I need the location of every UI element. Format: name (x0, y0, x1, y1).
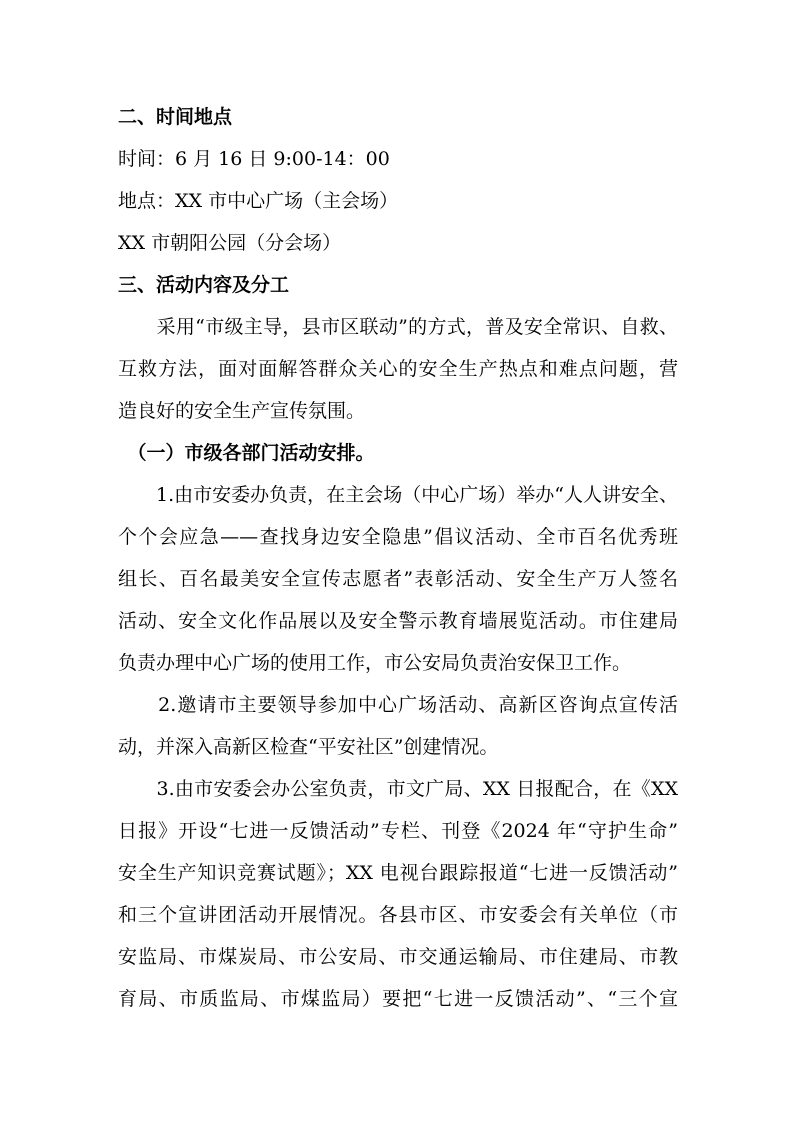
item1-line: 组长、百名最美安全宣传志愿者”表彰活动、安全生产万人签名 (118, 568, 678, 590)
heading-activities: 三、活动内容及分工 (118, 274, 290, 296)
item1-line: 个个会应急——查找身边安全隐患”倡议活动、全市百名优秀班 (118, 526, 678, 548)
item3-line: 和三个宣讲团活动开展情况。各县市区、市安委会有关单位（市 (118, 904, 678, 926)
intro-line: 造良好的安全生产宣传氛围。 (118, 400, 366, 422)
item3-line: 日报》开设“七进一反馈活动”专栏、刊登《2024 年“守护生命” (118, 820, 678, 842)
item3-line: 安监局、市煤炭局、市公安局、市交通运输局、市住建局、市教 (118, 946, 678, 968)
place-line: 地点：XX 市中心广场（主会场） (118, 190, 399, 212)
subheading-city: （一）市级各部门活动安排。 (118, 442, 375, 464)
intro-line: 互救方法，面对面解答群众关心的安全生产热点和难点问题，营 (118, 358, 678, 380)
item2-line: 2.邀请市主要领导参加中心广场活动、高新区咨询点宣传活 (118, 694, 678, 716)
item3-line: 3.由市安委会办公室负责，市文广局、XX 日报配合，在《XX (118, 778, 678, 800)
item1-line: 1.由市安委办负责，在主会场（中心广场）举办“人人讲安全、 (118, 484, 678, 506)
heading-time-place: 二、时间地点 (118, 106, 233, 128)
intro-line: 采用“市级主导，县市区联动”的方式，普及安全常识、自救、 (118, 316, 678, 338)
item3-line: 育局、市质监局、市煤监局）要把“七进一反馈活动”、“三个宣 (118, 988, 678, 1010)
item3-line: 安全生产知识竞赛试题》；XX 电视台跟踪报道“七进一反馈活动” (118, 862, 678, 884)
place-line-2: XX 市朝阳公园（分会场） (118, 232, 342, 254)
time-line: 时间：6 月 16 日 9:00-14：00 (118, 148, 390, 170)
item2-line: 动，并深入高新区检查“平安社区”创建情况。 (118, 736, 499, 758)
item1-line: 负责办理中心广场的使用工作，市公安局负责治安保卫工作。 (118, 652, 632, 674)
item1-line: 活动、安全文化作品展以及安全警示教育墙展览活动。市住建局 (118, 610, 678, 632)
